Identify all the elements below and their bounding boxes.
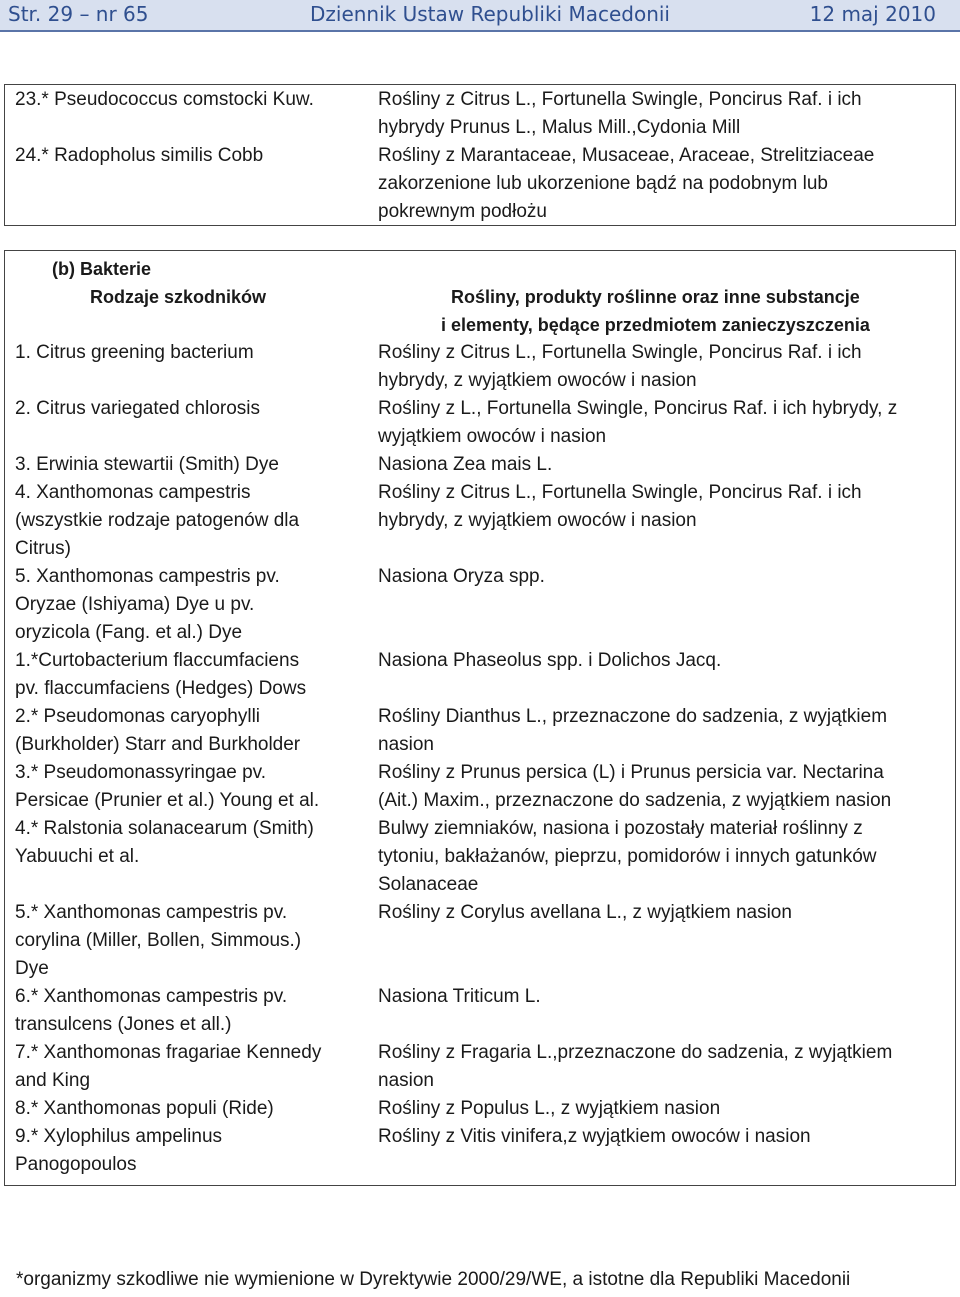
- cell-text-line: Nasiona Oryza spp.: [378, 566, 545, 587]
- pest-name-cell: [15, 1095, 365, 1123]
- cell-text-line: Panogopoulos: [15, 1154, 137, 1175]
- page-number: Str. 29 – nr 65: [8, 2, 149, 26]
- cell-text-line: nasion: [378, 734, 434, 755]
- cell-text-line: 23.* Pseudococcus comstocki Kuw.: [15, 89, 314, 110]
- cell-text-line: nasion: [378, 1070, 434, 1091]
- host-plants-cell: [378, 395, 948, 451]
- table-row: [5, 1095, 955, 1123]
- cell-text-line: 4.* Ralstonia solanacearum (Smith): [15, 818, 314, 839]
- cell-text-line: Rośliny z Populus L., z wyjątkiem nasion: [378, 1098, 721, 1119]
- host-plants-cell: [378, 563, 948, 591]
- cell-text-line: (Burkholder) Starr and Burkholder: [15, 734, 301, 755]
- column-header-line: i elementy, będące przedmiotem zanieczyszczenia: [441, 315, 870, 335]
- pests-table-continued: [4, 84, 956, 226]
- cell-text-line: and King: [15, 1070, 91, 1091]
- bacteria-table: [4, 250, 956, 1186]
- cell-text-line: 3. Erwinia stewartii (Smith) Dye: [15, 454, 279, 475]
- pest-name-cell: [15, 899, 365, 983]
- cell-text-line: Rośliny z Marantaceae, Musaceae, Araceae, Strelitziaceae: [378, 145, 875, 166]
- cell-text-line: Nasiona Phaseolus spp. i Dolichos Jacq.: [378, 650, 722, 671]
- cell-text-line: Rośliny z Citrus L., Fortunella Swingle, Poncirus Raf. i ich: [378, 482, 862, 503]
- table-row: [5, 815, 955, 899]
- pest-name-cell: [15, 647, 365, 703]
- pest-name-cell: [15, 339, 365, 367]
- cell-text-line: Citrus): [15, 538, 71, 559]
- cell-text-line: corylina (Miller, Bollen, Simmous.): [15, 930, 302, 951]
- cell-text-line: hybrydy, z wyjątkiem owoców i nasion: [378, 510, 697, 531]
- cell-text-line: Nasiona Zea mais L.: [378, 454, 553, 475]
- cell-text-line: Rośliny z Fragaria L.,przeznaczone do sadzenia, z wyjątkiem: [378, 1042, 893, 1063]
- host-plants-cell: [378, 1123, 948, 1151]
- cell-text-line: Yabuuchi et al.: [15, 846, 140, 867]
- cell-text-line: 7.* Xanthomonas fragariae Kennedy: [15, 1042, 322, 1063]
- footnote: *organizmy szkodliwe nie wymienione w Dyrektywie 2000/29/WE, a istotne dla Republiki Macedonii: [16, 1269, 851, 1290]
- cell-text-line: 1.*Curtobacterium flaccumfaciens: [15, 650, 300, 671]
- cell-text-line: transulcens (Jones et all.): [15, 1014, 232, 1035]
- table-row: [5, 759, 955, 815]
- pest-name-cell: [15, 142, 365, 170]
- host-plants-cell: [378, 86, 948, 142]
- table-row: [5, 563, 955, 647]
- cell-text-line: 4. Xanthomonas campestris: [15, 482, 251, 503]
- pest-name-cell: [15, 983, 365, 1039]
- cell-text-line: tytoniu, bakłażanów, pieprzu, pomidorów i innych gatunków: [378, 846, 877, 867]
- pest-name-cell: [15, 451, 365, 479]
- table-row: [5, 983, 955, 1039]
- cell-text-line: 8.* Xanthomonas populi (Ride): [15, 1098, 274, 1119]
- cell-text-line: Bulwy ziemniaków, nasiona i pozostały materiał roślinny z: [378, 818, 863, 839]
- cell-text-line: hybrydy, z wyjątkiem owoców i nasion: [378, 370, 697, 391]
- cell-text-line: Solanaceae: [378, 874, 479, 895]
- table-row: [5, 339, 955, 395]
- table-row: [5, 647, 955, 703]
- column-header-line: Rośliny, produkty roślinne oraz inne substancje: [451, 287, 860, 307]
- page-header: [0, 0, 960, 32]
- pest-name-cell: [15, 479, 365, 563]
- cell-text-line: Rośliny z Citrus L., Fortunella Swingle, Poncirus Raf. i ich: [378, 342, 862, 363]
- host-plants-cell: [378, 1095, 948, 1123]
- cell-text-line: Dye: [15, 958, 49, 979]
- cell-text-line: Rośliny z Vitis vinifera,z wyjątkiem owoców i nasion: [378, 1126, 811, 1147]
- pest-name-cell: [15, 1039, 365, 1095]
- cell-text-line: 9.* Xylophilus ampelinus: [15, 1126, 223, 1147]
- cell-text-line: (Ait.) Maxim., przeznaczone do sadzenia, z wyjątkiem nasion: [378, 790, 892, 811]
- column-header-plants: [441, 283, 870, 339]
- cell-text-line: 24.* Radopholus similis Cobb: [15, 145, 264, 166]
- cell-text-line: 2.* Pseudomonas caryophylli: [15, 706, 261, 727]
- cell-text-line: Nasiona Triticum L.: [378, 986, 541, 1007]
- host-plants-cell: [378, 899, 948, 927]
- cell-text-line: pv. flaccumfaciens (Hedges) Dows: [15, 678, 307, 699]
- table-row: [5, 1039, 955, 1095]
- host-plants-cell: [378, 703, 948, 759]
- cell-text-line: Rośliny z Corylus avellana L., z wyjątkiem nasion: [378, 902, 792, 923]
- table-row: [5, 86, 955, 142]
- host-plants-cell: [378, 479, 948, 535]
- cell-text-line: Rośliny Dianthus L., przeznaczone do sadzenia, z wyjątkiem: [378, 706, 888, 727]
- pest-name-cell: [15, 759, 365, 815]
- host-plants-cell: [378, 983, 948, 1011]
- cell-text-line: oryzicola (Fang. et al.) Dye: [15, 622, 243, 643]
- pest-name-cell: [15, 815, 365, 871]
- cell-text-line: zakorzenione lub ukorzenione bądź na podobnym lub: [378, 173, 828, 194]
- cell-text-line: hybrydy Prunus L., Malus Mill.,Cydonia Mill: [378, 117, 741, 138]
- column-header-pests: Rodzaje szkodników: [90, 287, 267, 307]
- cell-text-line: Persicae (Prunier et al.) Young et al.: [15, 790, 320, 811]
- host-plants-cell: [378, 647, 948, 675]
- cell-text-line: pokrewnym podłożu: [378, 201, 547, 222]
- host-plants-cell: [378, 142, 948, 226]
- cell-text-line: 2. Citrus variegated chlorosis: [15, 398, 260, 419]
- cell-text-line: wyjątkiem owoców i nasion: [378, 426, 607, 447]
- cell-text-line: 5. Xanthomonas campestris pv.: [15, 566, 280, 587]
- table-row: [5, 1123, 955, 1179]
- table-row: [5, 479, 955, 563]
- pest-name-cell: [15, 703, 365, 759]
- cell-text-line: 3.* Pseudomonassyringae pv.: [15, 762, 267, 783]
- host-plants-cell: [378, 451, 948, 479]
- cell-text-line: Rośliny z L., Fortunella Swingle, Poncirus Raf. i ich hybrydy, z: [378, 398, 898, 419]
- host-plants-cell: [378, 815, 948, 899]
- host-plants-cell: [378, 339, 948, 395]
- cell-text-line: 1. Citrus greening bacterium: [15, 342, 254, 363]
- table-row: [5, 703, 955, 759]
- host-plants-cell: [378, 1039, 948, 1095]
- host-plants-cell: [378, 759, 948, 815]
- table-row: [5, 395, 955, 451]
- cell-text-line: 6.* Xanthomonas campestris pv.: [15, 986, 288, 1007]
- cell-text-line: Rośliny z Prunus persica (L) i Prunus persicia var. Nectarina: [378, 762, 884, 783]
- cell-text-line: Rośliny z Citrus L., Fortunella Swingle, Poncirus Raf. i ich: [378, 89, 862, 110]
- pest-name-cell: [15, 86, 365, 114]
- cell-text-line: 5.* Xanthomonas campestris pv.: [15, 902, 288, 923]
- issue-date: 12 maj 2010: [809, 2, 936, 26]
- table-row: [5, 451, 955, 479]
- cell-text-line: (wszystkie rodzaje patogenów dla: [15, 510, 300, 531]
- section-title: (b) Bakterie: [52, 259, 152, 279]
- pest-name-cell: [15, 563, 365, 647]
- pest-name-cell: [15, 395, 365, 423]
- table-row: [5, 899, 955, 983]
- table-row: [5, 142, 955, 226]
- cell-text-line: Oryzae (Ishiyama) Dye u pv.: [15, 594, 255, 615]
- journal-title: Dziennik Ustaw Republiki Macedonii: [310, 2, 670, 26]
- pest-name-cell: [15, 1123, 365, 1179]
